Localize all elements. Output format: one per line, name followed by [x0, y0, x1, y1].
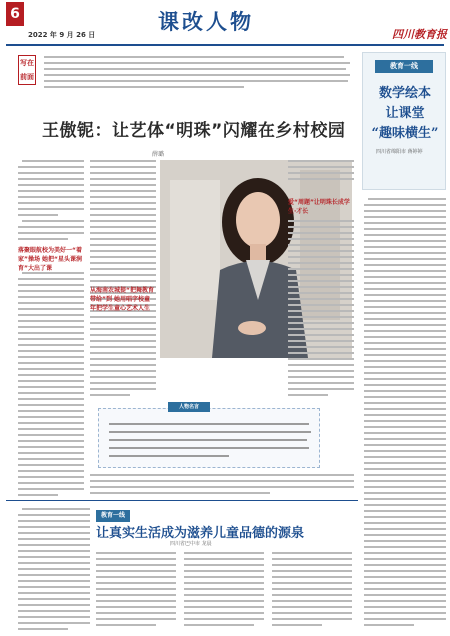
sidebar-byline: 四川省绵阳市 蒋婷婷 — [376, 149, 423, 155]
page-number: 6 — [6, 2, 24, 26]
section-title: 课改人物 — [158, 9, 254, 34]
article-column-2 — [90, 160, 156, 400]
page-header — [0, 0, 450, 44]
newspaper-logo: 四川教育报 — [392, 28, 447, 41]
sidebar-tag: 教育一线 — [375, 60, 433, 73]
bottom-column-1 — [18, 508, 90, 632]
bottom-columns — [96, 552, 356, 632]
bottom-separator — [6, 500, 358, 501]
intro-text — [44, 56, 354, 96]
sidebar-title-line2: 让课堂 — [385, 106, 425, 121]
subhead-3: 从海南农城提“把舞教育带给”到 她用唱字校童年把学生童心艺术人生 — [90, 287, 154, 312]
quote-tag: 人物名言 — [168, 402, 210, 412]
subhead-2: 爱“周题”让明珠长成学生·才长 — [288, 199, 350, 215]
article-column-1b — [18, 272, 84, 502]
article-column-3b — [90, 474, 354, 498]
sidebar-title-line1: 数学绘本 — [378, 86, 431, 101]
intro-tag: 写在前面 — [18, 55, 36, 85]
main-byline: 薛璐 — [152, 151, 165, 158]
sidebar-title-line3: “趣味横生” — [371, 126, 439, 141]
issue-date: 2022 年 9 月 26 日 — [28, 31, 96, 39]
bottom-headline: 让真实生活成为滋养儿童品德的源泉 — [96, 526, 305, 541]
sidebar-text — [364, 198, 446, 632]
quote-box — [98, 408, 320, 468]
article-column-4b — [288, 220, 354, 400]
header-rule — [6, 44, 444, 46]
subhead-1: 落聚眼航校为美好一“着家”操场 她把“星头课润育”大出了课 — [18, 247, 82, 272]
bottom-byline: 四川省巴中市 龙晨 — [170, 541, 212, 547]
bottom-tag: 教育一线 — [96, 510, 130, 522]
article-column-4 — [288, 160, 354, 200]
main-headline: 王傲铌：让艺体“明珠”闪耀在乡村校园 — [42, 121, 346, 141]
